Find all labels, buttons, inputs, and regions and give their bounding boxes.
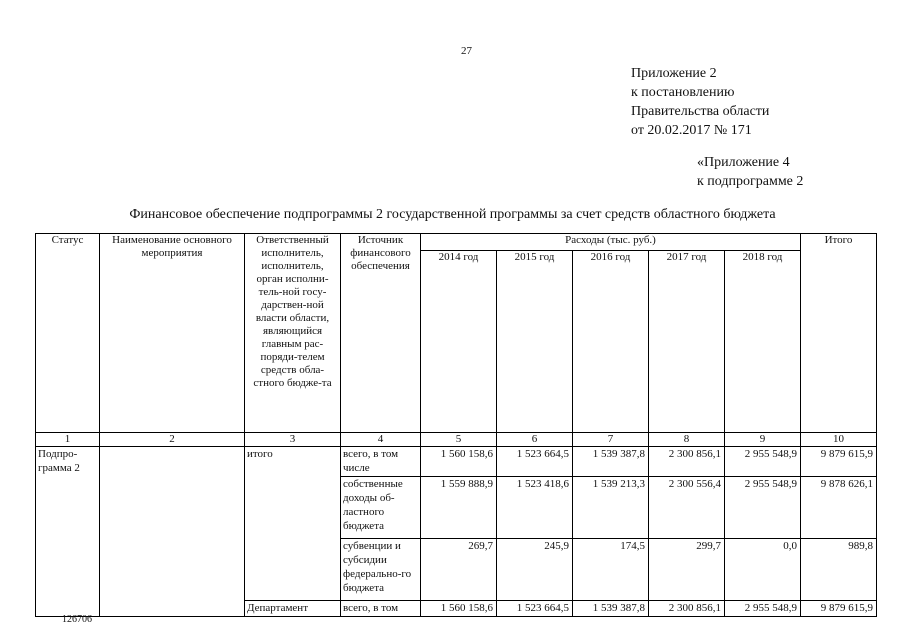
header-executor: Ответственный исполнитель, исполнитель, орган исполни-тель-ной госу-дарствен-ной власти области, являющийся главным рас-поряди-телем средств обла-стного бюдже-та xyxy=(245,234,341,433)
value-cell: 2 955 548,9 xyxy=(725,601,801,617)
header-status: Статус xyxy=(36,234,100,433)
value-cell: 2 955 548,9 xyxy=(725,477,801,539)
column-number: 8 xyxy=(649,433,725,447)
header-year: 2017 год xyxy=(649,251,725,433)
column-number: 5 xyxy=(421,433,497,447)
source-cell: всего, в том числе xyxy=(341,447,421,477)
executor-cell: Департамент xyxy=(245,601,341,617)
total-cell: 9 879 615,9 xyxy=(801,447,877,477)
appendix-4-line: «Приложение 4 xyxy=(697,155,790,170)
value-cell: 0,0 xyxy=(725,539,801,601)
source-cell: субвенции и субсидии федерально-го бюджета xyxy=(341,539,421,601)
appendix-2-line: от 20.02.2017 № 171 xyxy=(631,123,752,138)
appendix-4-line: к подпрограмме 2 xyxy=(697,174,804,189)
column-number: 4 xyxy=(341,433,421,447)
value-cell: 1 539 213,3 xyxy=(573,477,649,539)
value-cell: 1 560 158,6 xyxy=(421,601,497,617)
value-cell: 2 300 856,1 xyxy=(649,447,725,477)
appendix-2-line: к постановлению xyxy=(631,85,735,100)
name-cell xyxy=(100,447,245,617)
page-number: 27 xyxy=(461,45,472,57)
header-year: 2015 год xyxy=(497,251,573,433)
total-cell: 9 879 615,9 xyxy=(801,601,877,617)
value-cell: 2 955 548,9 xyxy=(725,447,801,477)
appendix-4-header xyxy=(697,153,803,191)
document-title: Финансовое обеспечение подпрограммы 2 государственной программы за счет средств областного бюджета xyxy=(129,207,776,222)
executor-cell: итого xyxy=(245,447,341,601)
source-cell: всего, в том xyxy=(341,601,421,617)
source-cell: собственные доходы об-ластного бюджета xyxy=(341,477,421,539)
value-cell: 299,7 xyxy=(649,539,725,601)
value-cell: 2 300 556,4 xyxy=(649,477,725,539)
appendix-2-header xyxy=(631,64,769,140)
header-name: Наименование основного мероприятия xyxy=(100,234,245,433)
value-cell: 1 559 888,9 xyxy=(421,477,497,539)
header-source: Источник финансового обеспечения xyxy=(341,234,421,433)
column-number: 7 xyxy=(573,433,649,447)
column-number-row xyxy=(36,433,877,447)
value-cell: 245,9 xyxy=(497,539,573,601)
value-cell: 174,5 xyxy=(573,539,649,601)
appendix-2-line: Правительства области xyxy=(631,104,770,119)
column-number: 6 xyxy=(497,433,573,447)
column-number: 1 xyxy=(36,433,100,447)
table-row xyxy=(36,447,877,477)
header-expenses: Расходы (тыс. руб.) xyxy=(421,234,801,251)
value-cell: 1 523 418,6 xyxy=(497,477,573,539)
total-cell: 9 878 626,1 xyxy=(801,477,877,539)
value-cell: 2 300 856,1 xyxy=(649,601,725,617)
value-cell: 1 539 387,8 xyxy=(573,601,649,617)
column-number: 2 xyxy=(100,433,245,447)
value-cell: 1 523 664,5 xyxy=(497,601,573,617)
document-code: 126706 xyxy=(62,614,92,625)
value-cell: 1 560 158,6 xyxy=(421,447,497,477)
column-number: 3 xyxy=(245,433,341,447)
column-number: 10 xyxy=(801,433,877,447)
header-year: 2016 год xyxy=(573,251,649,433)
header-total: Итого xyxy=(801,234,877,433)
value-cell: 1 539 387,8 xyxy=(573,447,649,477)
value-cell: 269,7 xyxy=(421,539,497,601)
value-cell: 1 523 664,5 xyxy=(497,447,573,477)
header-year: 2018 год xyxy=(725,251,801,433)
financing-table xyxy=(35,233,877,617)
status-cell: Подпро-грамма 2 xyxy=(36,447,100,617)
column-number: 9 xyxy=(725,433,801,447)
appendix-2-line: Приложение 2 xyxy=(631,66,717,81)
total-cell: 989,8 xyxy=(801,539,877,601)
header-year: 2014 год xyxy=(421,251,497,433)
